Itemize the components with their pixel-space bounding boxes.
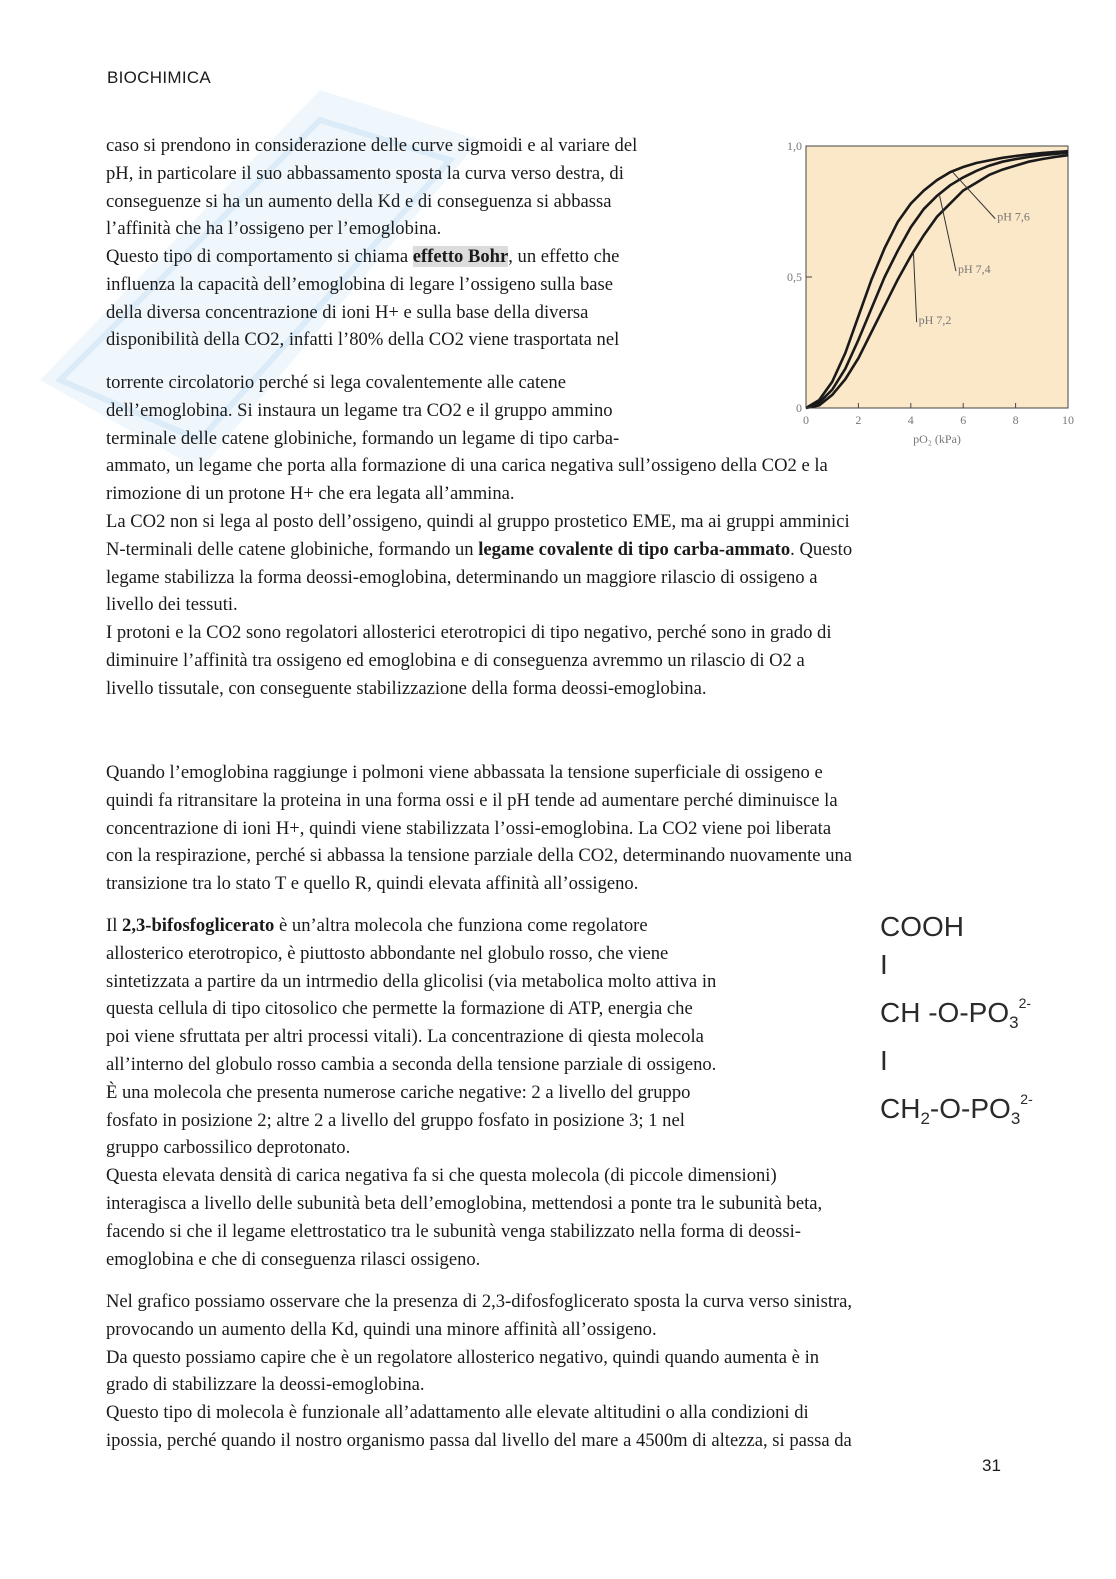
series-label: pH 7,4	[957, 262, 991, 277]
paragraph-lungs	[106, 759, 852, 898]
text-line: Questa elevata densità di carica negativa fa si che questa molecola (di piccole dimensioni)	[106, 1165, 777, 1187]
formula-bond: I	[880, 1045, 888, 1076]
text-line: concentrazione di ioni H+, quindi viene stabilizzata l’ossi-emoglobina. La CO2 viene poi liberata	[106, 817, 832, 839]
text-line: all’interno del globulo rosso cambia a seconda della tensione parziale di ossigeno.	[106, 1053, 717, 1075]
oxygen-saturation-chart	[776, 132, 1086, 452]
paragraph-bohr-effect	[106, 243, 619, 354]
covalent-bond-term: legame covalente di tipo carba-ammato	[478, 538, 791, 560]
text-line: ammato, un legame che porta alla formazione di una carica negativa sull’ossigeno della CO2 e la	[106, 455, 828, 477]
x-axis-label: pO₂ (kPa)	[913, 432, 961, 446]
text-line: quindi fa ritransitare la proteina in una forma ossi e il pH tende ad aumentare perché diminuisce la	[106, 789, 838, 811]
x-tick-label: 10	[1062, 413, 1074, 427]
text-line: provocando un aumento della Kd, quindi una minore affinità all’ossigeno.	[106, 1318, 657, 1340]
text-line: della diversa concentrazione di ioni H+ e sulla base della diversa	[106, 301, 589, 323]
formula-line-ch2: $CH_2-O-PO_3^{2-}$	[880, 1091, 1033, 1128]
x-tick-label: 6	[960, 413, 967, 427]
text-line: torrente circolatorio perché si lega covalentemente alle catene	[106, 372, 566, 393]
text-line: l’affinità che ha l’ossigeno per l’emoglobina.	[106, 218, 442, 240]
paragraph-bpg	[106, 912, 822, 1273]
text-line: terminale delle catene globiniche, formando un legame di tipo carba-	[106, 427, 620, 449]
series-label: pH 7,6	[997, 209, 1030, 224]
paragraph-co2-binding	[106, 508, 852, 619]
text-line: diminuire l’affinità tra ossigeno ed emoglobina e di conseguenza avremmo un rilascio di O2 a	[106, 649, 805, 671]
text-line: transizione tra lo stato T e quello R, quindi elevata affinità all’ossigeno.	[106, 873, 639, 895]
bpg-structural-formula	[880, 908, 1070, 1138]
text-line: Da questo possiamo capire che è un regolatore allosterico negativo, quindi quando aumenta è in	[106, 1346, 820, 1368]
text-line: facendo si che il legame elettrostatico tra le subunità venga stabilizzato nella forma di deossi-	[106, 1220, 801, 1242]
text-line: È una molecola che presenta numerose cariche negative: 2 a livello del gruppo	[106, 1081, 691, 1103]
formula-line-ch: CH $-O-PO_3^{2-}$	[880, 995, 1032, 1032]
text-line: interagisca a livello delle subunità beta dell’emoglobina, mettendosi a ponte tra le subunità beta,	[106, 1192, 823, 1214]
text-line: ipossia, perché quando il nostro organismo passa dal livello del mare a 4500m di altezza, si passa da	[106, 1429, 852, 1451]
paragraph-ph-curves	[106, 132, 637, 243]
text-line: poi viene sfruttata per altri processi vitali). La concentrazione di qiesta molecola	[106, 1026, 704, 1048]
text-line: N-terminali delle catene globiniche, formando un legame covalente di tipo carba-ammato. Questo	[106, 538, 853, 560]
y-tick-label: 0,5	[787, 270, 802, 284]
text-line: con la respirazione, perché si abbassa la tensione parziale della CO2, determinando nuovamente una	[106, 845, 853, 867]
series-label: pH 7,2	[918, 313, 952, 328]
bohr-effect-term: effetto Bohr	[412, 246, 509, 267]
text-line: La CO2 non si lega al posto dell’ossigeno, quindi al gruppo prostetico EME, ma ai gruppi amminici	[106, 511, 850, 532]
paragraph-allosteric-regulators	[106, 619, 831, 702]
text-line: Questo tipo di molecola è funzionale all’adattamento alle elevate altitudini o alla condizioni di	[106, 1402, 809, 1424]
text-line: fosfato in posizione 2; altre 2 a livello del gruppo fosfato in posizione 3; 1 nel	[106, 1109, 685, 1131]
text-line: allosterico eterotropico, è piuttosto abbondante nel globulo rosso, che viene	[106, 942, 669, 964]
bpg-term: 2,3-bifosfoglicerato	[122, 915, 275, 936]
text-line: grado di stabilizzare la deossi-emoglobina.	[106, 1374, 425, 1396]
text-line: Quando l’emoglobina raggiunge i polmoni viene abbassata la tensione superficiale di ossigeno e	[106, 762, 823, 783]
text-line: conseguenze si ha un aumento della Kd e di conseguenza si abbassa	[106, 190, 612, 212]
text-line: influenza la capacità dell’emoglobina di legare l’ossigeno sulla base	[106, 273, 613, 295]
text-line: livello tissutale, con conseguente stabilizzazione della forma deossi-emoglobina.	[106, 677, 707, 699]
text-line: caso si prendono in considerazione delle curve sigmoidi e al variare del	[106, 135, 638, 156]
text-line: Nel grafico possiamo osservare che la presenza di 2,3-difosfoglicerato sposta la curva verso sinistra,	[106, 1291, 853, 1312]
x-tick-label: 0	[803, 413, 809, 427]
text-line: sintetizzata a partire da un intrmedio della glicolisi (via metabolica molto attiva in	[106, 970, 717, 992]
x-tick-label: 2	[855, 413, 862, 427]
page-header: BIOCHIMICA	[107, 68, 212, 87]
formula-bond: I	[880, 949, 888, 980]
text-line: emoglobina e che di conseguenza rilasci ossigeno.	[106, 1248, 481, 1270]
text-line: gruppo carbossilico deprotonato.	[106, 1137, 351, 1159]
text-line: dell’emoglobina. Si instaura un legame tra CO2 e il gruppo ammino	[106, 399, 613, 421]
paragraph-carbamate	[106, 369, 828, 508]
formula-line-carboxyl: COOH	[880, 911, 964, 942]
text-line: disponibilità della CO2, infatti l’80% della CO2 viene trasportata nel	[106, 329, 620, 351]
x-tick-label: 4	[907, 413, 914, 427]
text-line: livello dei tessuti.	[106, 594, 238, 616]
y-tick-label: 1,0	[787, 139, 802, 153]
text-line: I protoni e la CO2 sono regolatori allosterici eterotropici di tipo negativo, perché sono in grado di	[106, 622, 832, 643]
y-tick-label: 0	[796, 401, 802, 415]
text-line: legame stabilizza la forma deossi-emoglobina, determinando un maggiore rilascio di ossigeno a	[106, 566, 818, 588]
text-line: rimozione di un protone H+ che era legata all’ammina.	[106, 483, 515, 505]
text-line: Il 2,3-bifosfoglicerato è un’altra molecola che funziona come regolatore	[106, 915, 648, 936]
text-line: Questo tipo di comportamento si chiama effetto Bohr, un effetto che	[106, 246, 620, 267]
x-tick-label: 8	[1012, 413, 1019, 427]
text-line: questa cellula di tipo citosolico che permette la formazione di ATP, energia che	[106, 998, 693, 1020]
paragraph-bpg-graph	[106, 1288, 852, 1455]
text-line: pH, in particolare il suo abbassamento sposta la curva verso destra, di	[106, 162, 624, 184]
page-number: 31	[982, 1456, 1001, 1475]
